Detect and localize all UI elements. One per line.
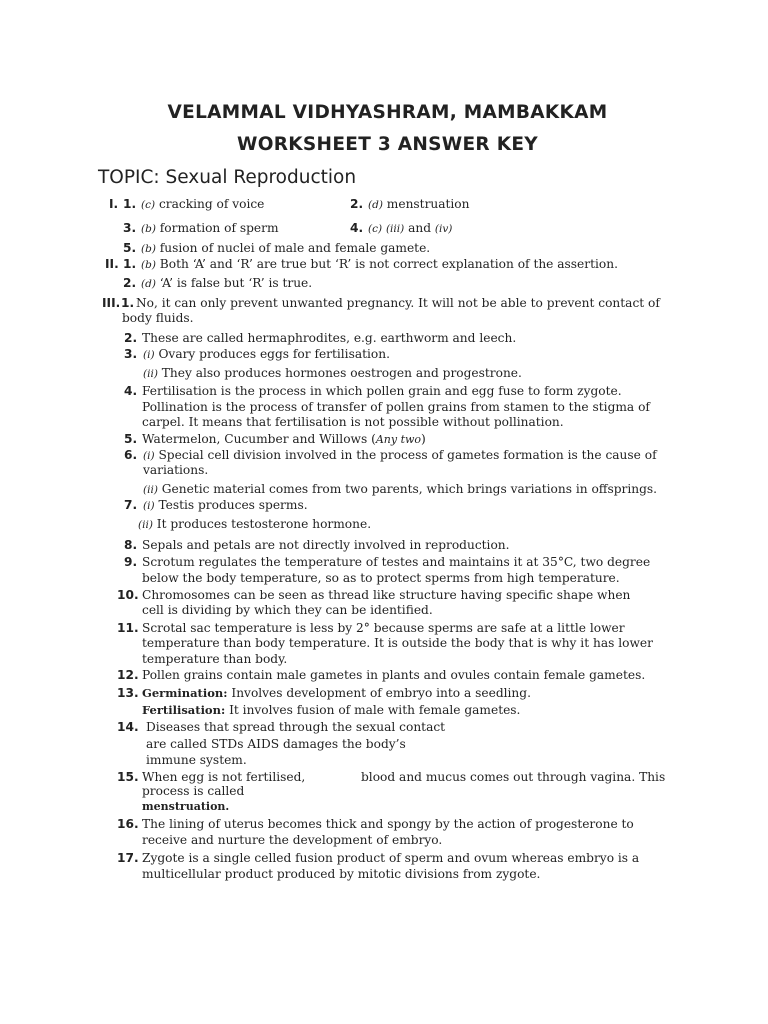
s3-a7-line2: It produces testosterone hormone. [156,517,372,531]
section-2-label: II. [105,257,119,271]
s1-q1-number: 1. [123,197,137,211]
s3-a11-line1: Scrotal sac temperature is less by 2° because sperms are safe at a little lower [142,621,625,635]
s1-q4-option-b: (iii) [385,223,405,235]
s3-a4-line2: Pollination is the process of transfer of pollen grains from stamen to the stigma of [142,400,650,414]
s3-a3-line2: They also produces hormones oestrogen and progestrone. [161,366,522,380]
s3-a6-part-i [143,447,657,464]
s3-a6-line1: Special cell division involved in the process of gametes formation is the cause of [158,448,657,462]
s3-a7-part-ii [138,516,371,533]
s3-a13-germination [142,685,531,701]
s1-q5-number: 5. [123,241,137,255]
s3-a1-line1: No, it can only prevent unwanted pregnancy. It will not be able to prevent contact of [136,296,660,310]
s1-q5-text: fusion of nuclei of male and female gamete. [159,241,431,255]
s3-a7-number: 7. [124,498,138,512]
s3-a15-line1b: blood and mucus comes out through vagina. This [361,770,666,784]
s3-a5-text: Watermelon, Cucumber and Willows ( [142,432,376,446]
s3-a14-line2: are called STDs AIDS damages the body’s [146,737,406,751]
s1-q1-option: (c) [141,199,156,211]
s3-a5-number: 5. [124,432,138,446]
s3-a14-line3: immune system. [146,753,247,767]
s2-q1-option: (b) [141,259,156,271]
s3-a3-number: 3. [124,347,138,361]
s1-q5-option: (b) [141,243,156,255]
s1-q4-answer [368,220,452,237]
s3-a17-number: 17. [117,851,139,865]
section-1-label: I. [109,197,119,211]
s3-a6-ii-marker: (ii) [143,484,158,496]
s1-q2-option: (d) [368,199,383,211]
s3-a7-line1: Testis produces sperms. [158,498,308,512]
s3-a15-term: menstruation. [142,800,230,813]
s3-a11-line2: temperature than body temperature. It is outside the body that is why it has lower [142,636,653,650]
s3-a6-line2: variations. [143,463,209,477]
s3-a4-line3: carpel. It means that fertilisation is not possible without pollination. [142,415,564,429]
s3-a7-part-i [143,497,308,514]
s3-a13-number: 13. [117,686,139,700]
s3-a11-number: 11. [117,621,139,635]
s3-a15-line2: process is called [142,784,245,798]
s1-q2-number: 2. [350,197,364,211]
s3-a13-fertilisation [142,702,520,718]
s3-a1-line2: body fluids. [122,311,194,325]
s3-a8-line1: Sepals and petals are not directly involved in reproduction. [142,538,510,552]
s3-a3-part-i [143,346,390,363]
s3-a2-number: 2. [124,331,138,345]
s3-a4-line1: Fertilisation is the process in which pollen grain and egg fuse to form zygote. [142,384,622,398]
s1-q1-answer [141,196,264,213]
s3-a16-number: 16. [117,817,139,831]
s3-a5-note: Any two [375,433,422,446]
s3-a13-line1: Involves development of embryo into a seedling. [231,686,531,700]
s3-a6-number: 6. [124,448,138,462]
s3-a15-line1a: When egg is not fertilised, [142,770,306,784]
s3-a2-line1: These are called hermaphrodites, e.g. earthworm and leech. [142,331,517,345]
s3-a3-i-marker: (i) [143,349,155,361]
s2-q2-number: 2. [123,276,137,290]
s3-a14-line1: Diseases that spread through the sexual contact [146,720,446,734]
s2-q2-option: (d) [141,278,156,290]
s3-a12-number: 12. [117,668,139,682]
section-3-label: III. [102,296,121,310]
s3-a15-number: 15. [117,770,139,784]
s2-q2-answer [141,275,312,292]
s3-a13-term2: Fertilisation: [142,703,226,717]
s1-q3-text: formation of sperm [159,221,279,235]
s3-a6-line3: Genetic material comes from two parents, which brings variations in offsprings. [161,482,658,496]
s3-a13-line2: It involves fusion of male with female gametes. [229,703,521,717]
s1-q2-answer [368,196,470,213]
s1-q1-text: cracking of voice [158,197,265,211]
s1-q2-text: menstruation [386,197,470,211]
s3-a3-line1: Ovary produces eggs for fertilisation. [158,347,390,361]
s3-a4-number: 4. [124,384,138,398]
s3-a6-i-marker: (i) [143,450,155,462]
s3-a16-line1: The lining of uterus becomes thick and spongy by the action of progesterone to [142,817,634,831]
s3-a17-line1: Zygote is a single celled fusion product of sperm and ovum whereas embryo is a [142,851,640,865]
s1-q5-answer [141,240,430,257]
s1-q3-answer [141,220,279,237]
school-name: VELAMMAL VIDHYASHRAM, MAMBAKKAM [167,102,608,123]
s1-q3-number: 3. [123,221,137,235]
s3-a9-line2: below the body temperature, so as to protect sperms from high temperature. [142,571,620,585]
s1-q3-option: (b) [141,223,156,235]
s3-a5-line1 [142,431,426,448]
s3-a8-number: 8. [124,538,138,552]
s2-q1-number: 1. [123,257,137,271]
s3-a7-ii-marker: (ii) [138,519,153,531]
s3-a3-part-ii [143,365,522,382]
s3-a1-number: 1. [121,296,135,310]
s3-a10-line2: cell is dividing by which they can be identified. [142,603,433,617]
s3-a10-line1: Chromosomes can be seen as thread like structure having specific shape when [142,588,631,602]
s3-a12-line1: Pollen grains contain male gametes in plants and ovules contain female gametes. [142,668,646,682]
s3-a9-line1: Scrotum regulates the temperature of testes and maintains it at 35°C, two degree [142,555,651,569]
s1-q4-number: 4. [350,221,364,235]
s2-q1-text: Both ‘A’ and ‘R’ are true but ‘R’ is not correct explanation of the assertion. [159,257,618,271]
s2-q1-answer [141,256,618,273]
s2-q2-text: ‘A’ is false but ‘R’ is true. [159,276,313,290]
s1-q4-option-c: (iv) [434,223,453,235]
s3-a7-i-marker: (i) [143,500,155,512]
s3-a6-part-ii [143,481,657,498]
s1-q4-option-a: (c) [368,223,383,235]
s3-a14-number: 14. [117,720,139,734]
s3-a16-line2: receive and nurture the development of embryo. [142,833,443,847]
s3-a3-ii-marker: (ii) [143,368,158,380]
s1-q4-and: and [408,221,432,235]
s3-a17-line2: multicellular product produced by mitotic divisions from zygote. [142,867,541,881]
s3-a5-close: ) [421,432,426,446]
s3-a10-number: 10. [117,588,139,602]
s3-a11-line3: temperature than body. [142,652,288,666]
topic-heading: TOPIC: Sexual Reproduction [98,167,357,188]
s3-a9-number: 9. [124,555,138,569]
worksheet-title: WORKSHEET 3 ANSWER KEY [237,134,538,155]
s3-a13-term1: Germination: [142,686,228,700]
